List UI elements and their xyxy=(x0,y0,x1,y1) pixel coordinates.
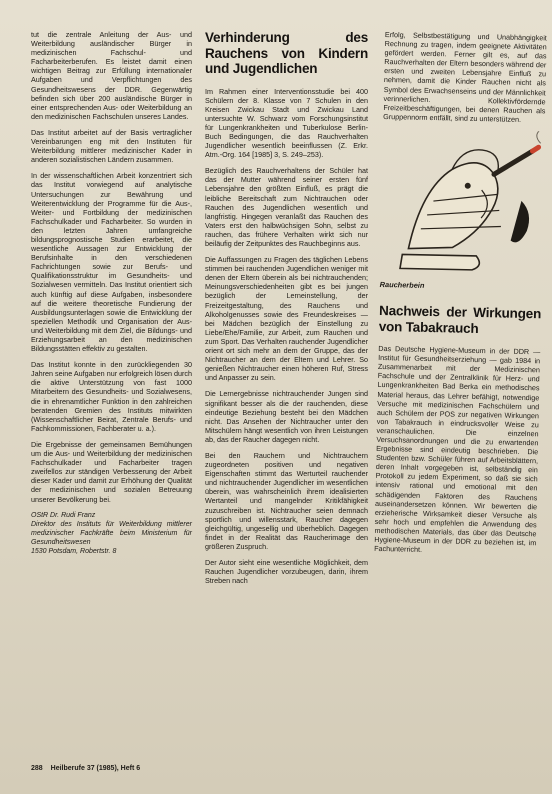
column-middle xyxy=(205,30,368,592)
article-heading: Verhinderung des Rauchens von Kindern und Jugendlichen xyxy=(205,30,368,76)
author-address: 1530 Potsdam, Robertstr. 8 xyxy=(31,547,117,555)
paragraph: Bezüglich des Rauchverhaltens der Schüler hat das der Mutter während seiner ersten fünf Lebensjahre den größten Einfluß, es prägt die leibliche Bereitschaft zum Nichtrauchen oder Rauchen des Jugendlichen wesentlich und langfristig. Hingegen veranlaßt das Rauchen des Vaters erst den halbwüchsigen Sohn, selbst zu rauchen, das frühere Verhalten wirkt sich nur beiläufig der Zeitpunktes des Rauchbeginns aus. xyxy=(205,166,368,248)
illustration-caption: Raucherbein xyxy=(379,279,425,290)
paragraph: Das Institut konnte in den zurückliegenden 30 Jahren seine Aufgaben nur erfolgreich lösen durch die aktive Unterstützung von fast 1000 Mitarbeitern des Gesundheits- und Sozialwesens, die in ehrenamtlicher Funktion in den zahlreichen beratenden Gremien des Instituts mitwirkten (Wissenschaftlicher Beirat, Zentrale Berufs- und Fachkommissionen, Fachberater u. a.). xyxy=(31,360,192,433)
cartoon-illustration xyxy=(380,128,545,279)
paragraph: tut die zentrale Anleitung der Aus- und Weiterbildung ausländischer Bürger in medizinischen Fachschul- und Facharbeiterberufen. Es leistet damit einen wichtigen Beitrag zur Erfüllung internationaler Aufgaben und Verpflichtungen des Gesundheitswesens der DDR. Gegenwärtig befinden sich über 200 ausländische Bürger in einer entsprechenden Aus- oder Weiterbildung an den medizinischen Fachschulen unseres Landes. xyxy=(31,30,192,121)
paragraph: Erfolg, Selbstbestätigung und Unabhängigkeit Rechnung zu tragen, indem geeignete Aktivitäten gefördert werden. Ferner gilt es, auf das Rauchverhalten der Eltern besonders während der ersten und zweiten Lebensjahre Einfluß zu nehmen, damit die Kinder Rauchen nicht als Symbol des Erwachsenseins und der Männlichkeit verinnerlichen. Kollektivfördernde Freizeitbeschäftigungen, bei denen Rauchen als Gruppennorm entfällt, sind zu unterstützen. xyxy=(383,30,547,124)
paragraph: Bei den Rauchern und Nichtrauchern zugeordneten positiven und negativen Eigenschaften stimmt das Werturteil rauchender und nichtrauchender Jugendlicher im wesentlichen überein, was wahrscheinlich ihrem idealisierten Wertanteil und mangelnder Kritikfähigkeit zuzuschreiben ist. Nichtraucher seien demnach sportlich und willensstark, Raucher dagegen gleichgültig, ungesellig und überheblich. Dagegen findet in der Realität das Raucherimage den größeren Zuspruch. xyxy=(205,450,368,551)
paragraph: Die Lernergebnisse nichtrauchender Jungen sind signifikant besser als die der rauchenden, diese eindeutige Beziehung besteht bei den Mädchen nicht. Das Ansehen der Nichtraucher unter den Mitschülern hängt wesentlich von ihren Leistungen ab, das der Raucher dagegen nicht. xyxy=(205,389,368,444)
page-footer xyxy=(31,765,146,772)
column-left xyxy=(31,30,192,556)
paragraph: Die Ergebnisse der gemeinsamen Bemühungen um die Aus- und Weiterbildung der medizinischen Fachschulkader und Facharbeiter tragen zweifellos zur ständigen Verbesserung der Arbeit dieser Kader und damit zur Erhöhung der Qualität der medizinischen und sozialen Betreuung unserer Bevölkerung bei. xyxy=(31,439,192,504)
article-heading: Nachweis der Wirkungen von Tabakrauch xyxy=(378,302,542,336)
column-right xyxy=(374,30,547,560)
author-role: Direktor des Instituts für Weiterbildung mittlerer medizinischer Fachkräfte beim Ministerium für Gesundheitswesen xyxy=(31,520,192,546)
author-signature xyxy=(31,511,192,556)
author-name: OStR Dr. Rudi Franz xyxy=(31,511,96,519)
smoking-leg-drawing xyxy=(380,128,545,279)
paragraph: Das Deutsche Hygiene-Museum in der DDR — Institut für Gesundheitserziehung — gab 1984 in Zusammenarbeit mit der Medizinischen Fachschule und der Zentralklinik für Herz- und Lungenkrankheiten Bad Berka ein methodisches Material heraus, das Lehrer befähigt, notwendige Versuche mit medizinischen Fachschülern und auch Schülern der POS zur negativen Wirkungen von Tabakrauch in eindrucksvoller Weise zu veranschaulichen. Die einzelnen Versuchsanordnungen und die zu erwartenden Ergebnisse sind eindeutig beschrieben. Die Studenten bzw. Schüler führen auf Arbeitsblättern, deren Inhalt vorgegeben ist, selbständig ein Protokoll zu jedem Experiment, so daß sie sich intensiv rational und emotional mit den schädigenden Faktoren des Rauchens auseinandersetzen können. Wir bewerten die erzieherische Wirksamkeit dieser Versuche als sehr hoch und empfehlen die Anwendung des methodischen Materials, das über das Deutsche Hygiene-Museum in der DDR zu beziehen ist, im Fachunterricht. xyxy=(374,343,541,554)
paragraph: Der Autor sieht eine wesentliche Möglichkeit, dem Rauchen Jugendlicher vorzubeugen, darin, ihrem Streben nach xyxy=(205,558,368,586)
paragraph: In der wissenschaftlichen Arbeit konzentriert sich das Institut vorwiegend auf analytische Untersuchungen zur Bewährung und Weiterentwicklung der Programme für die Aus-, Weiter- und Fortbildung der medizinischen Fachschulkader und Facharbeiter. So wurden in den letzten Jahren umfangreiche bildungsprognostische Studien erarbeitet, die wesentliche Aussagen zur Entwicklung der Berufsinhalte in den verschiedenen Fachrichtungen sowie zur Berufs- und Qualifikationsstruktur im Gesundheits- und Sozialwesen vermitteln. Das Institut orientiert sich auch künftig auf diese Aufgaben, insbesondere auf die weitere theoretische Fundierung der Ausbildungsunterlagen sowie die Entwicklung der speziellen Methodik und Organisation der Aus- und Weiterbildung mit dem Ziel, die Bildungs- und Erziehungsarbeit an den medizinischen Bildungsstätten effektiv zu gestalten. xyxy=(31,171,192,354)
paragraph: Die Auffassungen zu Fragen des täglichen Lebens stimmen bei rauchenden Jugendlichen weniger mit denen der Eltern überein als bei nichtrauchenden; Meinungsverschiedenheiten gibt es bei jungen bezüglich der Lerneinstellung, der Freizeitgestaltung, des Rauchens und Alkoholgenusses sowie des Freundeskreises — bei Mädchen bezüglich der Einstellung zu Liebe/Ehe/Familie, zur Arbeit, zum Rauchen und zum Sport. Das Verhalten rauchender Jugendlicher orient ort sich mehr an dem der Gruppe, das der Nichtraucher an dem der Eltern und Lehrer. So genießen Nichtraucher einen höheren Ruf, Stress und Anpasser zu sein. xyxy=(205,255,369,383)
paragraph: Das Institut arbeitet auf der Basis vertraglicher Vereinbarungen eng mit den Instituten für Weiterbildung mittlerer medizinischer Kader in anderen sozialistischen Ländern zusammen. xyxy=(31,127,192,165)
journal-reference: Heilberufe 37 (1985), Heft 6 xyxy=(50,765,141,772)
paragraph: Im Rahmen einer Interventionsstudie bei 400 Schülern der 8. Klasse von 7 Schulen in den Kreisen Zwickau Stadt und Zwickau Land untersuchte W. Schwarz vom Forschungsinstitut für Lungenkrankheiten und Tuberkulose Berlin-Buch Bedingungen, die das Rauchverhalten Jugendlicher wesentlich beeinflussen (Z. Erkr. Atm.-Org. 164 [1985] 3, S. 249–253). xyxy=(205,86,368,160)
page-number: 288 xyxy=(31,765,43,772)
